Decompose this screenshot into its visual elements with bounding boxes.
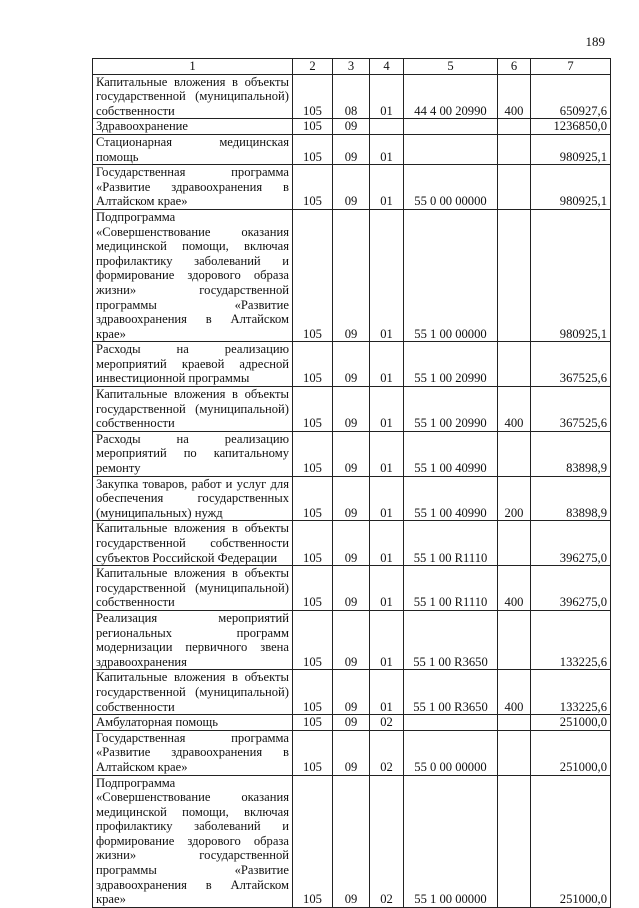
subsection-code: 02 (370, 775, 404, 907)
expense-type-code (498, 775, 531, 907)
table-row (93, 342, 611, 387)
amount: 980925,1 (531, 209, 611, 341)
subsection-code: 01 (370, 342, 404, 387)
amount: 251000,0 (531, 775, 611, 907)
target-article-code (404, 134, 498, 164)
chapter-code: 09 (333, 670, 370, 715)
subsection-code: 01 (370, 670, 404, 715)
table-row (93, 566, 611, 611)
section-code: 105 (293, 165, 333, 210)
expense-type-code (498, 610, 531, 669)
subsection-code: 02 (370, 715, 404, 731)
row-description: Государственная программа «Развитие здравоохранения в Алтайском крае» (93, 165, 293, 210)
subsection-code: 01 (370, 165, 404, 210)
chapter-code: 09 (333, 730, 370, 775)
chapter-code: 09 (333, 715, 370, 731)
target-article-code: 55 1 00 00000 (404, 775, 498, 907)
chapter-code: 09 (333, 775, 370, 907)
section-code: 105 (293, 119, 333, 135)
amount: 251000,0 (531, 730, 611, 775)
row-description: Расходы на реализацию мероприятий краевой адресной инвестиционной программы (93, 342, 293, 387)
expense-type-code (498, 715, 531, 731)
section-code: 105 (293, 566, 333, 611)
amount: 251000,0 (531, 715, 611, 731)
row-description: Стационарная медицинская помощь (93, 134, 293, 164)
expense-type-code: 400 (498, 387, 531, 432)
budget-table (92, 58, 611, 908)
amount: 367525,6 (531, 387, 611, 432)
table-row (93, 119, 611, 135)
section-code: 105 (293, 715, 333, 731)
expense-type-code: 400 (498, 74, 531, 119)
chapter-code: 08 (333, 74, 370, 119)
subsection-code (370, 119, 404, 135)
subsection-code: 01 (370, 209, 404, 341)
table-body (93, 74, 611, 907)
subsection-code: 01 (370, 476, 404, 521)
section-code: 105 (293, 521, 333, 566)
row-description: Расходы на реализацию мероприятий по капитальному ремонту (93, 431, 293, 476)
section-code: 105 (293, 670, 333, 715)
target-article-code (404, 715, 498, 731)
section-code: 105 (293, 342, 333, 387)
target-article-code: 55 1 00 20990 (404, 342, 498, 387)
target-article-code: 55 1 00 00000 (404, 209, 498, 341)
table-row (93, 730, 611, 775)
target-article-code: 55 1 00 20990 (404, 387, 498, 432)
column-header: 4 (370, 59, 404, 75)
expense-type-code (498, 134, 531, 164)
target-article-code: 55 1 00 R3650 (404, 610, 498, 669)
target-article-code: 55 1 00 R1110 (404, 566, 498, 611)
target-article-code (404, 119, 498, 135)
section-code: 105 (293, 610, 333, 669)
subsection-code: 01 (370, 74, 404, 119)
expense-type-code: 400 (498, 670, 531, 715)
target-article-code: 55 0 00 00000 (404, 165, 498, 210)
expense-type-code (498, 165, 531, 210)
target-article-code: 55 1 00 R3650 (404, 670, 498, 715)
chapter-code: 09 (333, 342, 370, 387)
table-row (93, 74, 611, 119)
amount: 367525,6 (531, 342, 611, 387)
table-row (93, 521, 611, 566)
section-code: 105 (293, 476, 333, 521)
target-article-code: 55 1 00 R1110 (404, 521, 498, 566)
row-description: Капитальные вложения в объекты государственной (муниципальной) собственности (93, 387, 293, 432)
section-code: 105 (293, 134, 333, 164)
section-code: 105 (293, 730, 333, 775)
subsection-code: 01 (370, 134, 404, 164)
expense-type-code (498, 119, 531, 135)
column-header: 2 (293, 59, 333, 75)
chapter-code: 09 (333, 521, 370, 566)
table-row (93, 715, 611, 731)
amount: 133225,6 (531, 670, 611, 715)
amount: 396275,0 (531, 566, 611, 611)
column-header: 1 (93, 59, 293, 75)
subsection-code: 01 (370, 521, 404, 566)
amount: 133225,6 (531, 610, 611, 669)
amount: 650927,6 (531, 74, 611, 119)
subsection-code: 02 (370, 730, 404, 775)
section-code: 105 (293, 74, 333, 119)
expense-type-code (498, 521, 531, 566)
row-description: Капитальные вложения в объекты государственной (муниципальной) собственности (93, 74, 293, 119)
target-article-code: 44 4 00 20990 (404, 74, 498, 119)
table-row (93, 209, 611, 341)
table-row (93, 670, 611, 715)
table-row (93, 387, 611, 432)
column-header: 7 (531, 59, 611, 75)
expense-type-code: 400 (498, 566, 531, 611)
subsection-code: 01 (370, 431, 404, 476)
row-description: Здравоохранение (93, 119, 293, 135)
section-code: 105 (293, 775, 333, 907)
amount: 83898,9 (531, 431, 611, 476)
expense-type-code (498, 730, 531, 775)
column-header: 5 (404, 59, 498, 75)
amount: 980925,1 (531, 134, 611, 164)
header-row (93, 59, 611, 75)
chapter-code: 09 (333, 134, 370, 164)
expense-type-code: 200 (498, 476, 531, 521)
chapter-code: 09 (333, 387, 370, 432)
row-description: Подпрограмма «Совершенствование оказания медицинской помощи, включая профилактику заболеваний и формирование здорового образа жизни» государственной программы «Развитие здравоохранения в Алтайском крае» (93, 775, 293, 907)
expense-type-code (498, 342, 531, 387)
column-header: 3 (333, 59, 370, 75)
amount: 980925,1 (531, 165, 611, 210)
table-row (93, 476, 611, 521)
subsection-code: 01 (370, 610, 404, 669)
section-code: 105 (293, 387, 333, 432)
target-article-code: 55 1 00 40990 (404, 476, 498, 521)
target-article-code: 55 0 00 00000 (404, 730, 498, 775)
table-row (93, 610, 611, 669)
row-description: Реализация мероприятий региональных программ модернизации первичного звена здравоохранения (93, 610, 293, 669)
row-description: Амбулаторная помощь (93, 715, 293, 731)
section-code: 105 (293, 209, 333, 341)
chapter-code: 09 (333, 165, 370, 210)
subsection-code: 01 (370, 387, 404, 432)
row-description: Подпрограмма «Совершенствование оказания медицинской помощи, включая профилактику заболеваний и формирование здорового образа жизни» государственной программы «Развитие здравоохранения в Алтайском крае» (93, 209, 293, 341)
target-article-code: 55 1 00 40990 (404, 431, 498, 476)
table-row (93, 431, 611, 476)
row-description: Капитальные вложения в объекты государственной (муниципальной) собственности (93, 670, 293, 715)
row-description: Государственная программа «Развитие здравоохранения в Алтайском крае» (93, 730, 293, 775)
table-row (93, 775, 611, 907)
amount: 1236850,0 (531, 119, 611, 135)
expense-type-code (498, 431, 531, 476)
chapter-code: 09 (333, 119, 370, 135)
row-description: Закупка товаров, работ и услуг для обеспечения государственных (муниципальных) нужд (93, 476, 293, 521)
amount: 396275,0 (531, 521, 611, 566)
section-code: 105 (293, 431, 333, 476)
expense-type-code (498, 209, 531, 341)
chapter-code: 09 (333, 209, 370, 341)
row-description: Капитальные вложения в объекты государственной собственности субъектов Российской Федерации (93, 521, 293, 566)
row-description: Капитальные вложения в объекты государственной (муниципальной) собственности (93, 566, 293, 611)
page-number: 189 (585, 34, 605, 49)
chapter-code: 09 (333, 476, 370, 521)
chapter-code: 09 (333, 566, 370, 611)
table-row (93, 134, 611, 164)
subsection-code: 01 (370, 566, 404, 611)
column-header: 6 (498, 59, 531, 75)
table-row (93, 165, 611, 210)
amount: 83898,9 (531, 476, 611, 521)
chapter-code: 09 (333, 610, 370, 669)
chapter-code: 09 (333, 431, 370, 476)
